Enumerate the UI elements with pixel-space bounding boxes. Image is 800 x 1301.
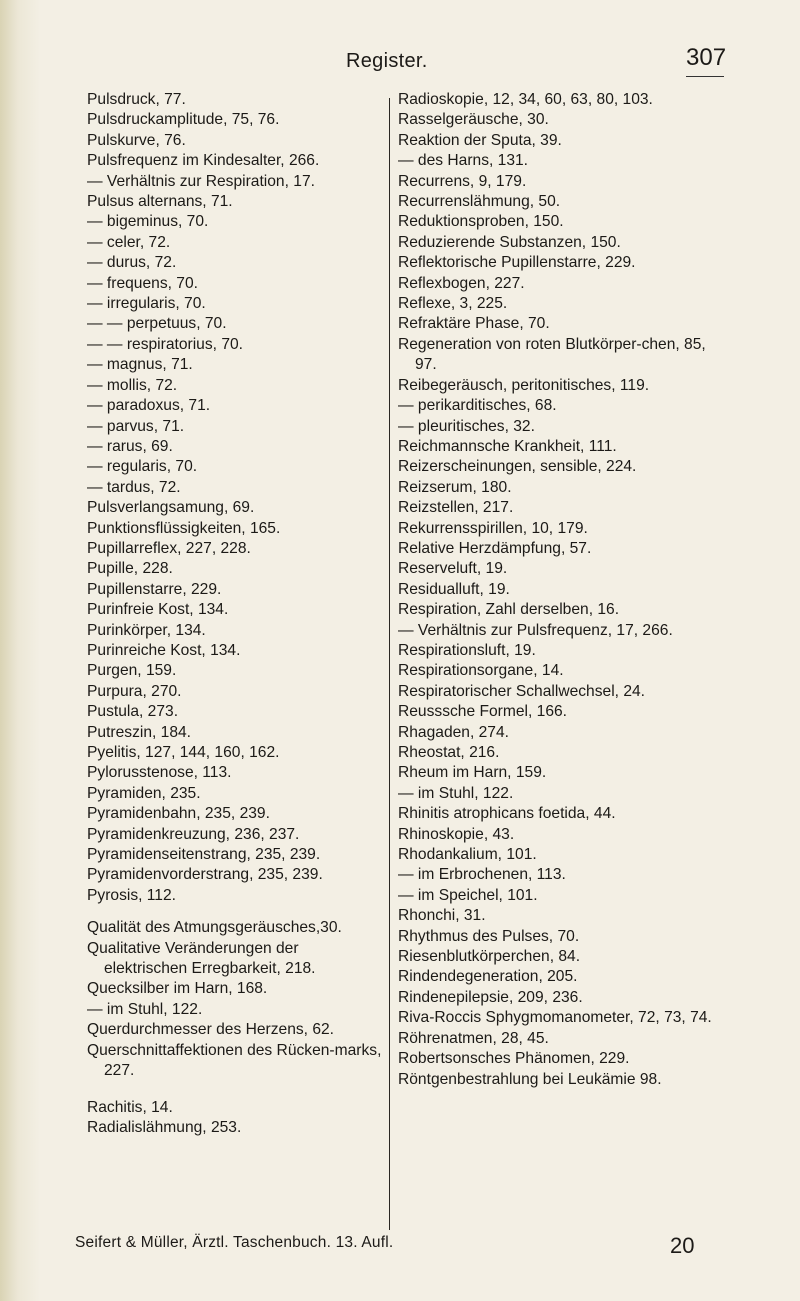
- index-entry: Röhrenatmen, 28, 45.: [398, 1029, 549, 1047]
- index-entry: Querschnittaffektionen des Rücken-marks, 227.: [87, 1041, 382, 1080]
- index-entry: Putreszin, 184.: [87, 723, 192, 741]
- index-entry: Pupillenstarre, 229.: [87, 580, 222, 598]
- index-entry: Residualluft, 19.: [398, 580, 510, 598]
- index-entry: Reizserum, 180.: [398, 478, 512, 496]
- index-entry: Pulskurve, 76.: [87, 131, 186, 149]
- index-entry: — Verhältnis zur Pulsfrequenz, 17, 266.: [398, 621, 673, 639]
- index-entry: — parvus, 71.: [87, 417, 185, 435]
- index-entry: — im Stuhl, 122.: [398, 784, 514, 802]
- index-entry: Respirationsluft, 19.: [398, 641, 536, 659]
- column-divider: [389, 98, 390, 1230]
- index-entry: — Verhältnis zur Respiration, 17.: [87, 172, 315, 190]
- index-entry: — celer, 72.: [87, 233, 171, 251]
- index-entry: Reserveluft, 19.: [398, 560, 508, 578]
- index-entry: Pyramidenvorderstrang, 235, 239.: [87, 866, 323, 884]
- index-entry: Recurrens, 9, 179.: [398, 172, 527, 190]
- index-entry: Rachitis, 14.: [87, 1098, 173, 1116]
- index-entry: — — perpetuus, 70.: [87, 315, 227, 333]
- index-entry: — — respiratorius, 70.: [87, 335, 243, 353]
- index-entry: Reizstellen, 217.: [398, 499, 514, 517]
- index-entry: Recurrenslähmung, 50.: [398, 193, 561, 211]
- index-entry: — regularis, 70.: [87, 458, 198, 476]
- index-entry: Pupille, 228.: [87, 560, 173, 578]
- index-entry: Pyramidenseitenstrang, 235, 239.: [87, 846, 321, 864]
- index-entry: — im Erbrochenen, 113.: [398, 866, 566, 884]
- index-entry: Rhonchi, 31.: [398, 907, 486, 925]
- index-entry: Rheum im Harn, 159.: [398, 764, 547, 782]
- index-entry: Pulsdruck, 77.: [87, 91, 186, 108]
- index-entry: Pupillarreflex, 227, 228.: [87, 539, 251, 557]
- index-entry: Pulsus alternans, 71.: [87, 193, 233, 211]
- index-entry: Respiration, Zahl derselben, 16.: [398, 601, 620, 619]
- index-entry: Reduzierende Substanzen, 150.: [398, 233, 621, 251]
- index-entry: Respirationsorgane, 14.: [398, 662, 564, 680]
- footer-imprint: Seifert & Müller, Ärztl. Taschenbuch. 13. Aufl.: [75, 1234, 394, 1251]
- index-entry: — paradoxus, 71.: [87, 397, 211, 415]
- index-entry: Rekurrensspirillen, 10, 179.: [398, 519, 588, 537]
- running-head: Register.: [346, 50, 428, 72]
- index-entry: Pustula, 273.: [87, 703, 179, 721]
- index-entry: — irregularis, 70.: [87, 295, 206, 313]
- index-entry: Rhythmus des Pulses, 70.: [398, 927, 580, 945]
- index-entry: Respiratorischer Schallwechsel, 24.: [398, 682, 646, 700]
- index-entry: Riesenblutkörperchen, 84.: [398, 948, 581, 966]
- index-entry: Röntgenbestrahlung bei Leukämie 98.: [398, 1070, 662, 1088]
- index-entry: Refraktäre Phase, 70.: [398, 315, 550, 333]
- index-entry: Reflexbogen, 227.: [398, 274, 525, 292]
- index-entry: — tardus, 72.: [87, 478, 181, 496]
- page-number: 307: [686, 44, 727, 71]
- index-entry: Pyrosis, 112.: [87, 886, 176, 904]
- index-entry: Purinreiche Kost, 134.: [87, 641, 241, 659]
- index-entry: Reichmannsche Krankheit, 111.: [398, 437, 617, 455]
- index-entry: Pyelitis, 127, 144, 160, 162.: [87, 744, 280, 761]
- index-entry: Quecksilber im Harn, 168.: [87, 980, 268, 998]
- index-entry: Reflektorische Pupillenstarre, 229.: [398, 254, 636, 272]
- index-entry: Regeneration von roten Blutkörper-chen, 85, 97.: [398, 335, 706, 374]
- index-entry: Pulsfrequenz im Kindesalter, 266.: [87, 152, 320, 170]
- index-entry: Qualitative Veränderungen der elektrischen Erregbarkeit, 218.: [87, 939, 316, 978]
- index-entry: Relative Herzdämpfung, 57.: [398, 539, 592, 557]
- index-entry: Radialislähmung, 253.: [87, 1118, 242, 1136]
- sheet-signature: 20: [670, 1233, 695, 1258]
- index-entry: Reflexe, 3, 225.: [398, 295, 508, 313]
- index-entry: Reduktionsproben, 150.: [398, 213, 564, 231]
- index-entry: Reaktion der Sputa, 39.: [398, 131, 562, 149]
- index-entry: — perikarditisches, 68.: [398, 397, 557, 415]
- index-entry: Purinfreie Kost, 134.: [87, 601, 229, 619]
- index-entry: Riva-Roccis Sphygmomanometer, 72, 73, 74.: [398, 1009, 712, 1027]
- index-entry: Pyramidenkreuzung, 236, 237.: [87, 825, 300, 843]
- index-entry: — mollis, 72.: [87, 376, 178, 394]
- index-entry: Rasselgeräusche, 30.: [398, 111, 549, 129]
- index-entry: Pyramidenbahn, 235, 239.: [87, 805, 270, 823]
- index-entry: Reizerscheinungen, sensible, 224.: [398, 458, 637, 476]
- index-entry: — durus, 72.: [87, 254, 177, 272]
- index-entry: Pyramiden, 235.: [87, 784, 201, 802]
- index-column-left: [87, 90, 385, 1138]
- index-entry: Qualität des Atmungsgeräusches,30.: [87, 919, 342, 937]
- index-entry: — frequens, 70.: [87, 274, 198, 292]
- index-entry: Rhodankalium, 101.: [398, 846, 537, 864]
- index-entry: Rheostat, 216.: [398, 744, 500, 761]
- index-entry: Reusssche Formel, 166.: [398, 703, 568, 721]
- index-entry: Pulsverlangsamung, 69.: [87, 499, 255, 517]
- index-entry: Punktionsflüssigkeiten, 165.: [87, 519, 281, 537]
- index-entry: — magnus, 71.: [87, 356, 193, 374]
- index-entry: Rhinitis atrophicans foetida, 44.: [398, 805, 616, 823]
- index-entry: Rindendegeneration, 205.: [398, 968, 578, 986]
- index-column-right: [398, 90, 728, 1090]
- index-entry: — pleuritisches, 32.: [398, 417, 535, 435]
- index-entry: — im Stuhl, 122.: [87, 1000, 203, 1018]
- index-entry: Rhagaden, 274.: [398, 723, 509, 741]
- index-entry: Purgen, 159.: [87, 662, 177, 680]
- index-entry: — rarus, 69.: [87, 437, 173, 455]
- index-entry: Purinkörper, 134.: [87, 621, 206, 639]
- index-entry: Reibegeräusch, peritonitisches, 119.: [398, 376, 650, 394]
- index-entry: Querdurchmesser des Herzens, 62.: [87, 1021, 335, 1039]
- index-entry: Pulsdruckamplitude, 75, 76.: [87, 111, 280, 129]
- index-entry: Purpura, 270.: [87, 682, 182, 700]
- index-entry: Pylorusstenose, 113.: [87, 764, 232, 782]
- index-entry: — bigeminus, 70.: [87, 213, 209, 231]
- index-entry: — im Speichel, 101.: [398, 886, 538, 904]
- index-entry: Radioskopie, 12, 34, 60, 63, 80, 103.: [398, 91, 653, 108]
- index-entry: Rhinoskopie, 43.: [398, 825, 515, 843]
- page-number-rule: [686, 76, 724, 77]
- index-entry: Robertsonsches Phänomen, 229.: [398, 1050, 630, 1068]
- index-entry: — des Harns, 131.: [398, 152, 529, 170]
- index-entry: Rindenepilepsie, 209, 236.: [398, 988, 583, 1006]
